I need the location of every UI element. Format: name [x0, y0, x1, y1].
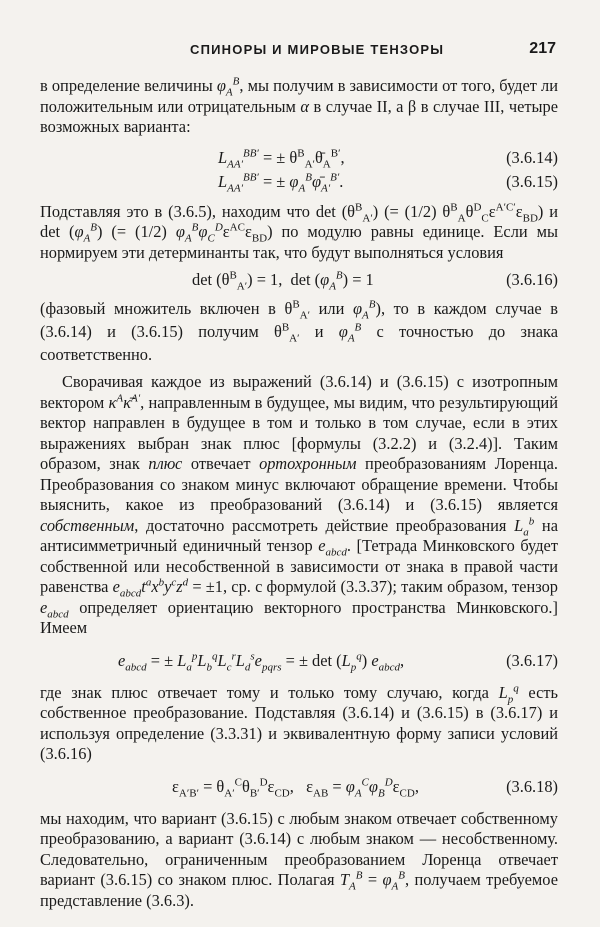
- paragraph-4: Сворачивая каждое из выражений (3.6.14) и (3.6.15) с изотропным вектором $\kappa^A\kappā^{A'}$, направленным в будущее, мы видим, что результирующий вектор направлен в будущее в том и только в том случае, если в этих выражениях выбран знак плюс [формулы (3.2.2) и (3.2.4)]. Таким образом, знак плюс отвечает ортохронным преобразованиям Лоренца. Преобразования со знаком минус включают обращение времени. Чтобы выяснить, какое из преобразований (3.6.14) и (3.6.15) является собственным, достаточно рассмотреть действие преобразования $L_a^b$ на антисимметричный единичный тензор $e_{abcd}$. [Тетрада Минковского будет собственной или несобственной в зависимости от знака в правой части равенства $e_{abcd}t^ax^by^cz^d = \pm 1$, ср. с формулой (3.3.37); таким образом, тензор $e_{abcd}$ определяет ориентацию векторного пространства Минковского.] Имеем: [40, 372, 558, 637]
- paragraph-1: в определение величины $\varphi_A^B$, мы получим в зависимости от того, будет ли положительным или отрицательным α в случае II, а β в случае III, четыре возможных варианта:: [40, 75, 558, 136]
- equation-3-6-18: [40, 775, 558, 799]
- equation-3-6-16: [40, 268, 558, 292]
- paragraph-6: мы находим, что вариант (3.6.15) с любым знаком отвечает собственному преобразованию, а вариант (3.6.14) с любым знаком — несобственному. Следовательно, ограниченным преобразованием Лоренца отвечает вариант (3.6.15) со знаком плюс. Полагая $T_A^B = \varphi_A^B$, получаем требуемое представление (3.6.3).: [40, 808, 558, 910]
- equation-number: (3.6.18): [506, 776, 558, 796]
- running-title: СПИНОРЫ И МИРОВЫЕ ТЕНЗОРЫ: [190, 42, 445, 57]
- equation-formula: $\det (\theta^B_{A'}) = 1$, $\det (\varphi_A^B) = 1$: [192, 269, 374, 293]
- equation-formula: $L_{AA'}^{BB'}$ = ± $\varphi_A^B\varphī_{A'}^{B'}$.: [218, 171, 344, 194]
- equation-3-6-14: [40, 146, 558, 170]
- equation-formula: $\varepsilon_{A'B'} = \theta_{A'}^C\theta_{B'}^D\varepsilon_{CD}$, $\varepsilon_{AB} = \varphi_A^C\varphi_B^D\varepsilon_{CD}$,: [172, 776, 419, 799]
- page-header: [0, 42, 600, 62]
- equation-3-6-17: [40, 649, 558, 673]
- equation-formula: $L_{AA'}^{BB'}$ = ± $\theta^B_{A'}\thetā_A^{B'}$,: [218, 147, 345, 170]
- equation-formula: $e_{abcd}$ = ± $L_a^pL_b^qL_c^rL_d^se_{pqrs}$ = ± $\det (L_p^q)$ $e_{abcd}$,: [118, 650, 405, 673]
- equation-number: (3.6.15): [506, 171, 558, 191]
- page-number: 217: [529, 40, 556, 57]
- page-body: [40, 76, 558, 911]
- paragraph-3: (фазовый множитель включен в $\theta^B_{A'}$ или $\varphi_A^B$), то в каждом случае в (3.6.14) и (3.6.15) получим $\theta^B_{A'}$ и $\varphi_A^B$ с точностью до знака соответственно.: [40, 298, 558, 364]
- paragraph-5: где знак плюс отвечает тому и только тому случаю, когда $L_p^q$ есть собственное преобразование. Подставляя (3.6.14) и (3.6.15) в (3.6.17) и используя определение (3.3.31) и эквивалентную форму записи условий (3.6.16): [40, 682, 558, 763]
- equation-number: (3.6.17): [506, 650, 558, 670]
- equation-number: (3.6.14): [506, 147, 558, 167]
- equation-3-6-15: [40, 170, 558, 194]
- equation-number: (3.6.16): [506, 270, 558, 289]
- paragraph-2: Подставляя это в (3.6.5), находим что $\det (\theta^B_{A'})$ (= (1/2) $\theta^B_A\theta^D_C\varepsilon^{A'C'}\varepsilon_{BD}$) и $\det (\varphi_A^B)$ (= (1/2) $\varphi_A^B\varphi_C^D\varepsilon^{AC}\varepsilon_{BD}$) по модулю равны единице. Если мы нормируем эти детерминанты так, что будут выполняться условия: [40, 201, 559, 262]
